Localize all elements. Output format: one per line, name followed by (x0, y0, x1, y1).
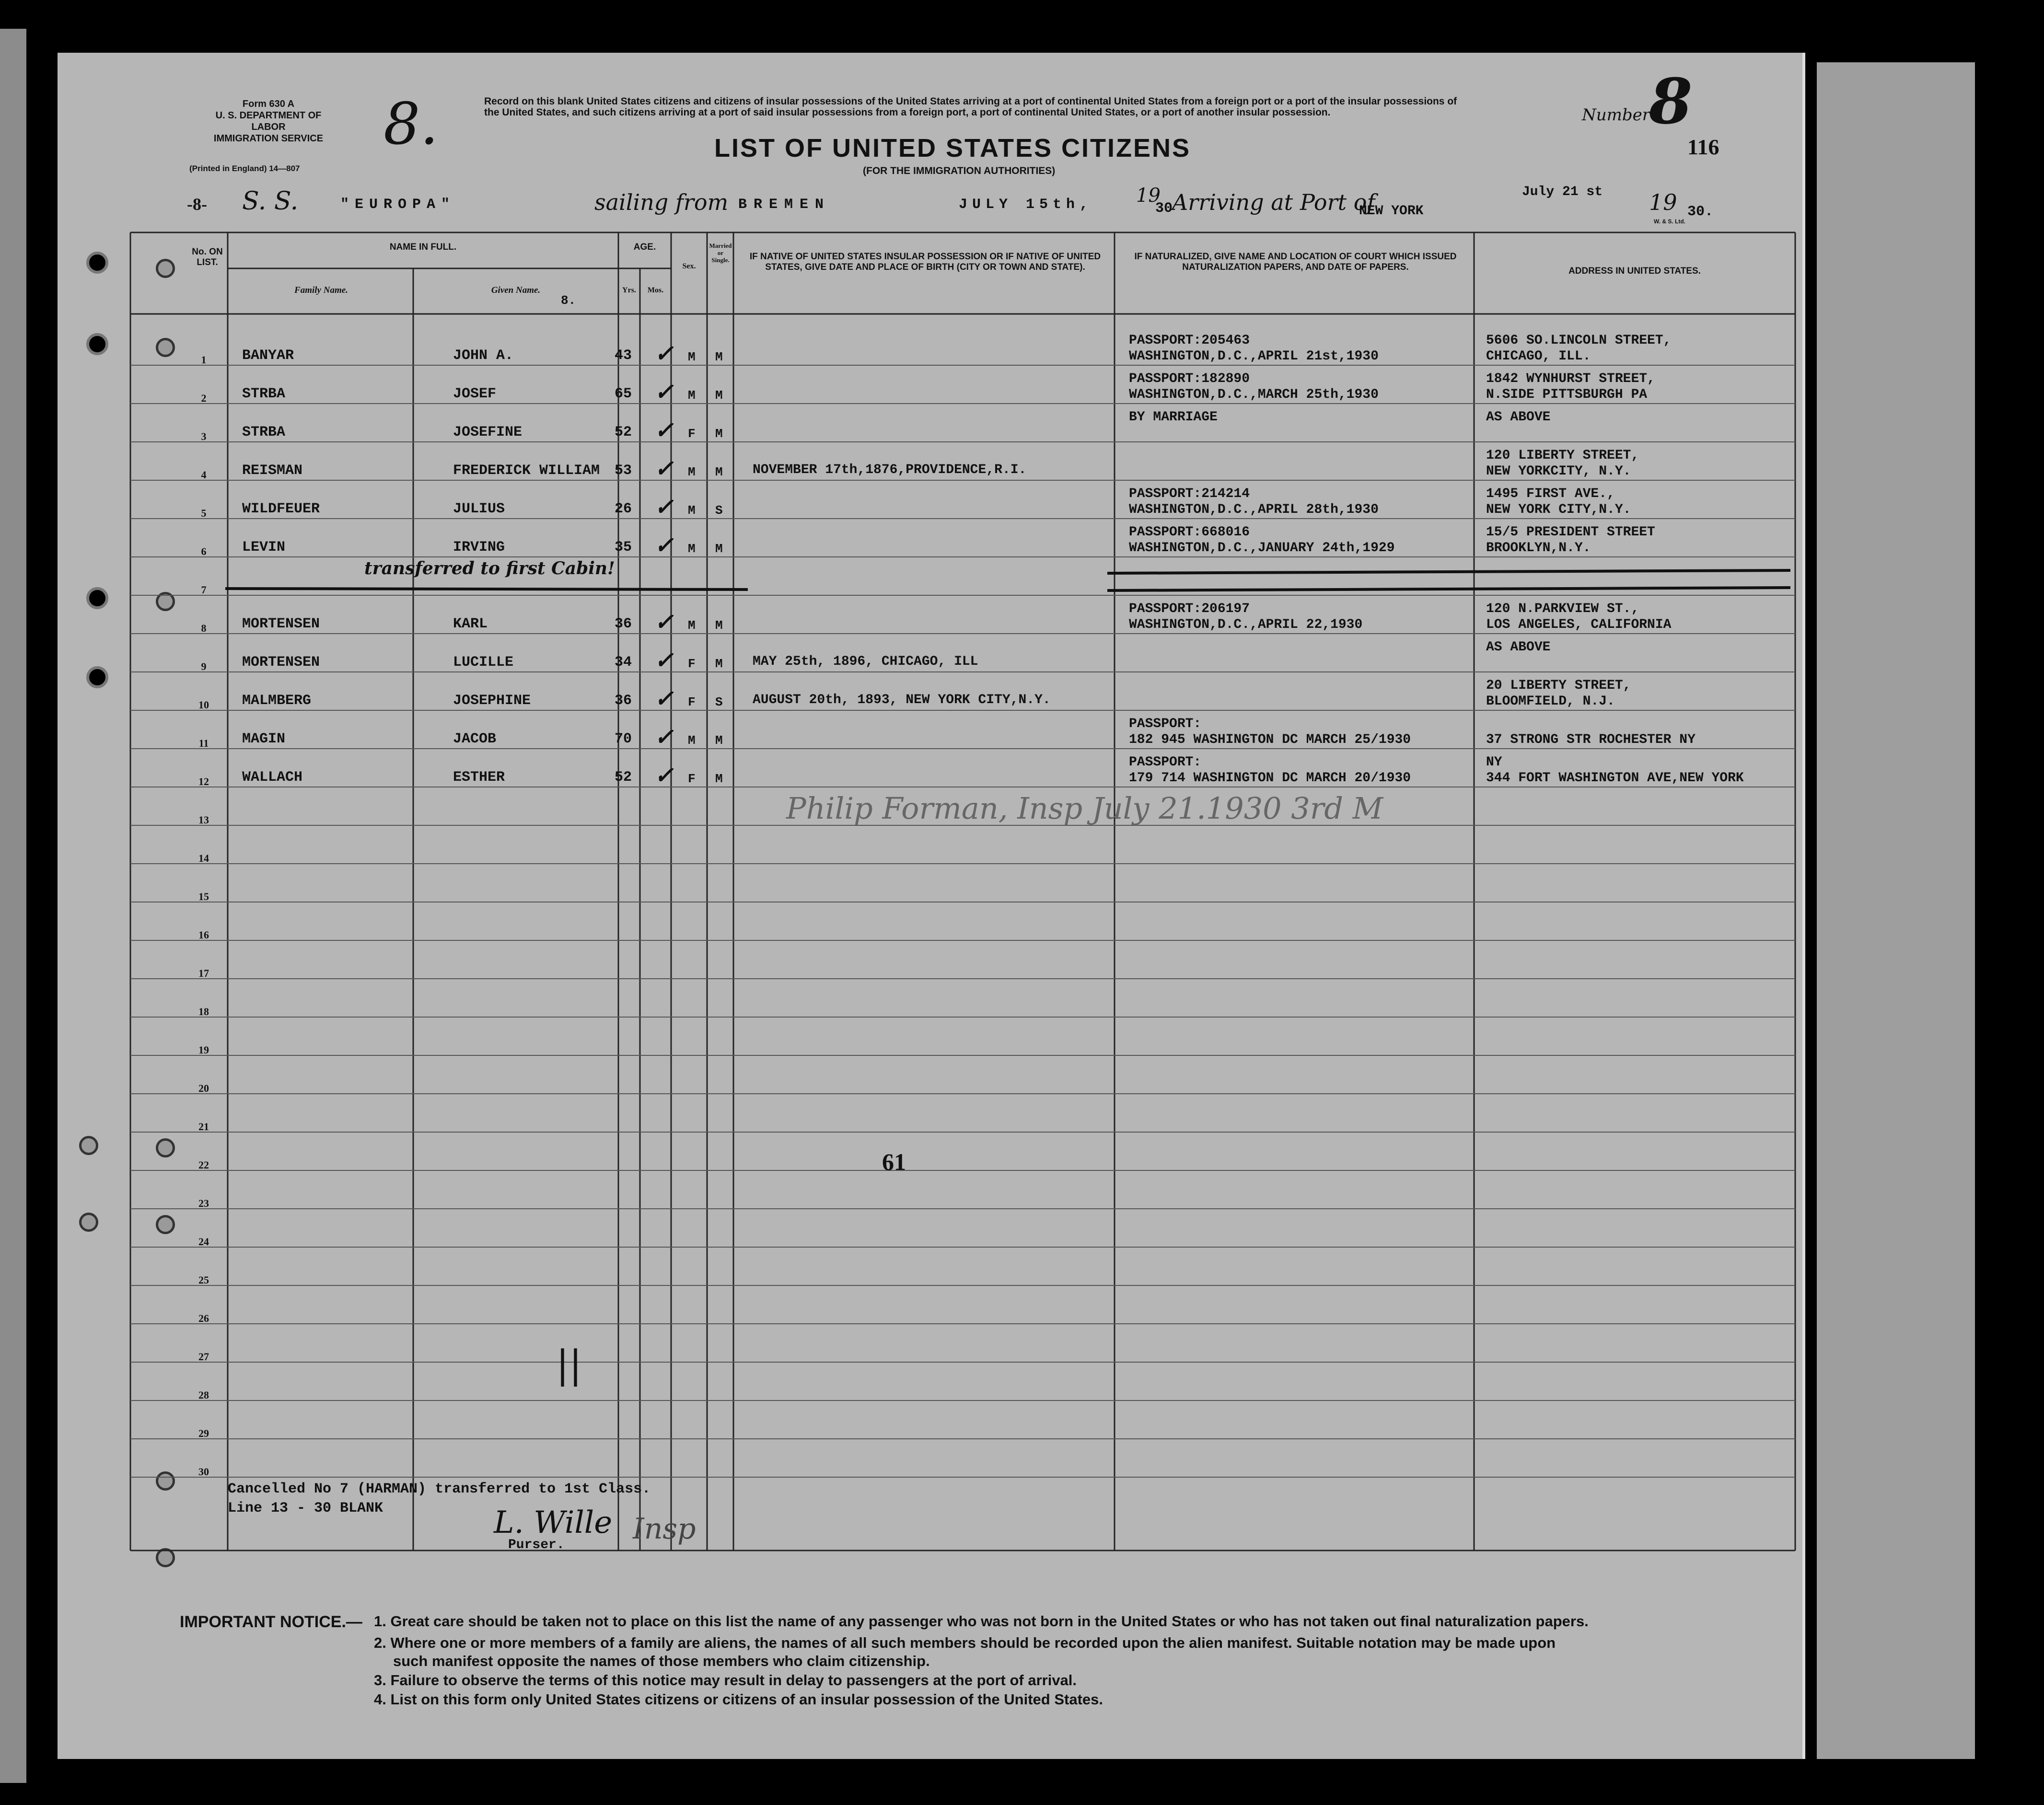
check-mark: ✓ (654, 685, 674, 712)
sex: M (688, 465, 696, 479)
age-years: 65 (615, 386, 632, 402)
notice-item-2: 2. Where one or more members of a family are aliens, the names of all such members should be recorded upon the alien manifest. Suitable notation may be made upon (374, 1634, 1556, 1651)
sex: M (688, 503, 696, 518)
header-yrs: Yrs. (622, 286, 636, 294)
address-line-2: 37 STRONG STR ROCHESTER NY (1486, 732, 1696, 747)
address-line-1: 120 LIBERTY STREET, (1486, 448, 1639, 463)
center-number: 61 (882, 1148, 906, 1175)
preamble: Record on this blank United States citizens and citizens of insular possessions of the United States arriving at a port of continental United States from a foreign port or a port of the insular possessions of the United States, and such citizens arriving at a port of said insular possessions from a foreign port, a port of continental United States, or a port of another insular possession. (484, 96, 1457, 118)
line-number: 21 (198, 1121, 209, 1133)
inspector-initials: Insp (633, 1512, 696, 1546)
marital-status: S (715, 503, 723, 518)
address-line-2: CHICAGO, ILL. (1486, 349, 1591, 364)
notice-item-2-cont: such manifest opposite the names of those members who claim citizenship. (393, 1653, 930, 1669)
sex: M (688, 388, 696, 403)
sailing-year-prefix: 19 (1136, 185, 1161, 207)
check-mark: ✓ (654, 417, 674, 444)
arriving-port: NEW YORK (1359, 204, 1424, 219)
check-mark: ✓ (654, 340, 674, 367)
check-mark: ✓ (654, 532, 674, 559)
number-label: Number (1582, 105, 1650, 125)
line-number: 29 (198, 1427, 209, 1439)
printed-in: (Printed in England) 14—807 (189, 164, 300, 173)
address-line-1: AS ABOVE (1486, 410, 1551, 425)
sex: M (688, 350, 696, 364)
naturalization-line-2: 182 945 WASHINGTON DC MARCH 25/1930 (1129, 732, 1411, 747)
address-line-1: 1842 WYNHURST STREET, (1486, 371, 1655, 386)
notice-heading: IMPORTANT NOTICE.— (180, 1613, 362, 1631)
sex: F (688, 695, 696, 709)
given-name: FREDERICK WILLIAM (453, 463, 600, 479)
age-years: 36 (615, 616, 632, 632)
sex: F (688, 772, 696, 786)
ship-name: "EUROPA" (340, 197, 456, 213)
number-value: 8 (1649, 65, 1693, 138)
family-name: MORTENSEN (242, 654, 320, 671)
naturalization-line-1: PASSPORT:214214 (1129, 486, 1250, 501)
birth-info: MAY 25th, 1896, CHICAGO, ILL (753, 654, 978, 669)
family-name: MAGIN (242, 731, 286, 747)
line-number: 27 (198, 1351, 209, 1363)
check-mark: ✓ (654, 762, 674, 789)
age-years: 52 (615, 424, 632, 440)
check-mark: ✓ (654, 609, 674, 636)
line-number: 3 (201, 430, 207, 442)
line-number: 19 (198, 1044, 209, 1056)
marital-status: S (715, 695, 723, 709)
sailing-year-suffix: 30 (1155, 200, 1173, 217)
sex: F (688, 657, 696, 671)
line-number: 14 (198, 852, 209, 864)
line-number: 22 (198, 1159, 209, 1171)
line-number: 10 (198, 699, 209, 711)
age-years: 70 (615, 731, 632, 747)
given-name: JOSEPHINE (453, 693, 531, 709)
line-number: 5 (201, 507, 207, 519)
address-line-1: 15/5 PRESIDENT STREET (1486, 525, 1655, 540)
given-name: ESTHER (453, 769, 505, 786)
header-native: IF NATIVE OF UNITED STATES INSULAR POSSESSION OR IF NATIVE OF UNITED STATES, GIVE DATE AND PLACE OF BIRTH (CITY OR TOWN AND STATE). (749, 252, 1101, 272)
given-name: KARL (453, 616, 488, 632)
sex: M (688, 542, 696, 556)
birth-info: AUGUST 20th, 1893, NEW YORK CITY,N.Y. (753, 693, 1051, 707)
naturalization-line-2: WASHINGTON,D.C.,APRIL 21st,1930 (1129, 349, 1379, 364)
page-title: LIST OF UNITED STATES CITIZENS (714, 134, 1191, 162)
naturalization-line-1: PASSPORT:206197 (1129, 602, 1250, 616)
address-line-1: AS ABOVE (1486, 640, 1551, 655)
sailing-date: JULY 15th, (959, 197, 1093, 213)
header-naturalized: IF NATURALIZED, GIVE NAME AND LOCATION OF COURT WHICH ISSUED NATURALIZATION PAPERS, AND DATE OF PAPERS. (1134, 252, 1457, 272)
age-years: 53 (615, 463, 632, 479)
address-line-1: NY (1486, 755, 1502, 770)
line-number: 2 (201, 392, 207, 404)
header-name-in-full: NAME IN FULL. (389, 242, 457, 252)
line-number: 23 (198, 1197, 209, 1209)
sailing-label: sailing from (594, 189, 729, 215)
address-line-2: N.SIDE PITTSBURGH PA (1486, 387, 1648, 402)
line-number: 15 (198, 891, 209, 902)
marital-status: M (715, 657, 723, 671)
line-number: 30 (198, 1466, 209, 1478)
given-name: JACOB (453, 731, 497, 747)
header-age: AGE. (633, 242, 656, 252)
line-number: 7 (201, 584, 207, 596)
check-mark: ✓ (654, 455, 674, 482)
naturalization-line-1: PASSPORT: (1129, 755, 1202, 770)
marital-status: M (715, 388, 723, 403)
given-name-mark: 8. (561, 293, 576, 308)
given-name: JOSEF (453, 386, 497, 402)
page-number: 116 (1687, 135, 1719, 159)
naturalization-line-1: PASSPORT:182890 (1129, 371, 1250, 386)
family-name: MORTENSEN (242, 616, 320, 632)
arriving-label: Arriving at Port of (1172, 189, 1375, 215)
transferred-note: transferred to first Cabin! (364, 558, 615, 579)
notice-item-4: 4. List on this form only United States citizens or citizens of an insular possession of the United States. (374, 1691, 1103, 1708)
line-number: 13 (198, 814, 209, 826)
family-name: MALMBERG (242, 693, 312, 709)
form-id: Form 630 A U. S. DEPARTMENT OF LABOR IMMIGRATION SERVICE (213, 99, 324, 144)
age-years: 52 (615, 769, 632, 786)
address-line-1: 120 N.PARKVIEW ST., (1486, 602, 1639, 616)
header-family-name: Family Name. (294, 285, 348, 295)
sailing-port: BREMEN (738, 197, 831, 213)
marital-status: M (715, 465, 723, 479)
line-number: 25 (198, 1274, 209, 1286)
address-line-2: NEW YORK CITY,N.Y. (1486, 502, 1631, 517)
naturalization-line-1: PASSPORT: (1129, 717, 1202, 731)
family-name: WILDFEUER (242, 501, 320, 517)
birth-info: NOVEMBER 17th,1876,PROVIDENCE,R.I. (753, 463, 1027, 477)
marital-status: M (715, 427, 723, 441)
notice-item-1: 1. Great care should be taken not to place on this list the name of any passenger who was not born in the United States or who has not taken out final naturalization papers. (374, 1613, 1589, 1630)
purser-signature: L. Wille (494, 1505, 613, 1540)
line-number: 24 (198, 1236, 209, 1248)
address-line-2: LOS ANGELES, CALIFORNIA (1486, 617, 1672, 632)
line-number: 4 (201, 469, 207, 481)
cancelled-note: Cancelled No 7 (HARMAN) transferred to 1st Class. (228, 1481, 651, 1497)
blank-lines-note: Line 13 - 30 BLANK (228, 1500, 383, 1516)
family-name: WALLACH (242, 769, 303, 786)
address-line-2: 344 FORT WASHINGTON AVE,NEW YORK (1486, 771, 1744, 786)
tally-mark: || (556, 1342, 582, 1387)
naturalization-line-2: WASHINGTON,D.C.,APRIL 28th,1930 (1129, 502, 1379, 517)
given-name: JOSEFINE (453, 424, 523, 440)
given-name: LUCILLE (453, 654, 514, 671)
age-years: 43 (615, 347, 632, 364)
header-sex: Sex. (682, 262, 696, 270)
naturalization-line-1: BY MARRIAGE (1129, 410, 1218, 425)
given-name: IRVING (453, 539, 505, 555)
check-mark: ✓ (654, 494, 674, 521)
naturalization-line-2: WASHINGTON,D.C.,JANUARY 24th,1929 (1129, 541, 1395, 555)
ship-label: S. S. (242, 187, 299, 216)
sheet-mark: 8. (383, 91, 439, 158)
age-years: 34 (615, 654, 632, 671)
line-number: 12 (198, 775, 209, 787)
address-line-1: 1495 FIRST AVE., (1486, 486, 1615, 501)
check-mark: ✓ (654, 379, 674, 405)
line-number: 1 (201, 354, 207, 366)
header-married: Married or Single. (709, 242, 732, 264)
naturalization-line-2: WASHINGTON,D.C.,APRIL 22,1930 (1129, 617, 1363, 632)
naturalization-line-2: 179 714 WASHINGTON DC MARCH 20/1930 (1129, 771, 1411, 786)
sex: F (688, 427, 696, 441)
line-number: 20 (198, 1082, 209, 1094)
sex: M (688, 618, 696, 633)
purser-label: Purser. (508, 1538, 565, 1552)
line-number: 28 (198, 1389, 209, 1401)
marital-status: M (715, 733, 723, 748)
line-number: 16 (198, 929, 209, 941)
marital-status: M (715, 350, 723, 364)
ship-prefix: -8- (187, 195, 207, 214)
arrival-date: July 21 st (1522, 185, 1603, 199)
address-line-2: NEW YORKCITY, N.Y. (1486, 464, 1631, 479)
given-name: JULIUS (453, 501, 505, 517)
line-number: 26 (198, 1312, 209, 1324)
line-number: 6 (201, 545, 207, 557)
line-number: 18 (198, 1006, 209, 1018)
marital-status: M (715, 542, 723, 556)
printer-mark: W. & S. Ltd. (1654, 218, 1685, 225)
age-years: 36 (615, 693, 632, 709)
notice-item-3: 3. Failure to observe the terms of this notice may result in delay to passengers at the port of arrival. (374, 1672, 1077, 1689)
family-name: REISMAN (242, 463, 303, 479)
marital-status: M (715, 618, 723, 633)
line-number: 9 (201, 660, 207, 672)
naturalization-line-2: WASHINGTON,D.C.,MARCH 25th,1930 (1129, 387, 1379, 402)
address-line-1: 5606 SO.LINCOLN STREET, (1486, 333, 1672, 348)
address-line-2: BLOOMFIELD, N.J. (1486, 694, 1615, 709)
header-address: ADDRESS IN UNITED STATES. (1568, 266, 1701, 276)
page-subtitle: (FOR THE IMMIGRATION AUTHORITIES) (863, 165, 1056, 176)
sex: M (688, 733, 696, 748)
arrival-year-prefix: 19 (1649, 189, 1677, 215)
line-number: 11 (198, 737, 209, 749)
age-years: 35 (615, 539, 632, 555)
naturalization-line-1: PASSPORT:205463 (1129, 333, 1250, 348)
address-line-1: 20 LIBERTY STREET, (1486, 678, 1631, 693)
header-mos: Mos. (647, 286, 664, 294)
family-name: STRBA (242, 386, 286, 402)
header-no-on-list: No. ON LIST. (192, 247, 223, 267)
age-years: 26 (615, 501, 632, 517)
family-name: STRBA (242, 424, 286, 440)
family-name: BANYAR (242, 347, 294, 364)
address-line-2: BROOKLYN,N.Y. (1486, 541, 1591, 555)
family-name: LEVIN (242, 539, 286, 555)
header-given-name: Given Name. (491, 285, 541, 295)
naturalization-line-1: PASSPORT:668016 (1129, 525, 1250, 540)
inspector-signature: Philip Forman, Insp July 21.1930 3rd M (786, 791, 1383, 826)
line-number: 17 (198, 967, 209, 979)
check-mark: ✓ (654, 647, 674, 674)
marital-status: M (715, 772, 723, 786)
check-mark: ✓ (654, 724, 674, 751)
given-name: JOHN A. (453, 347, 514, 364)
arrival-year-suffix: 30. (1687, 204, 1714, 220)
line-number: 8 (201, 622, 207, 634)
